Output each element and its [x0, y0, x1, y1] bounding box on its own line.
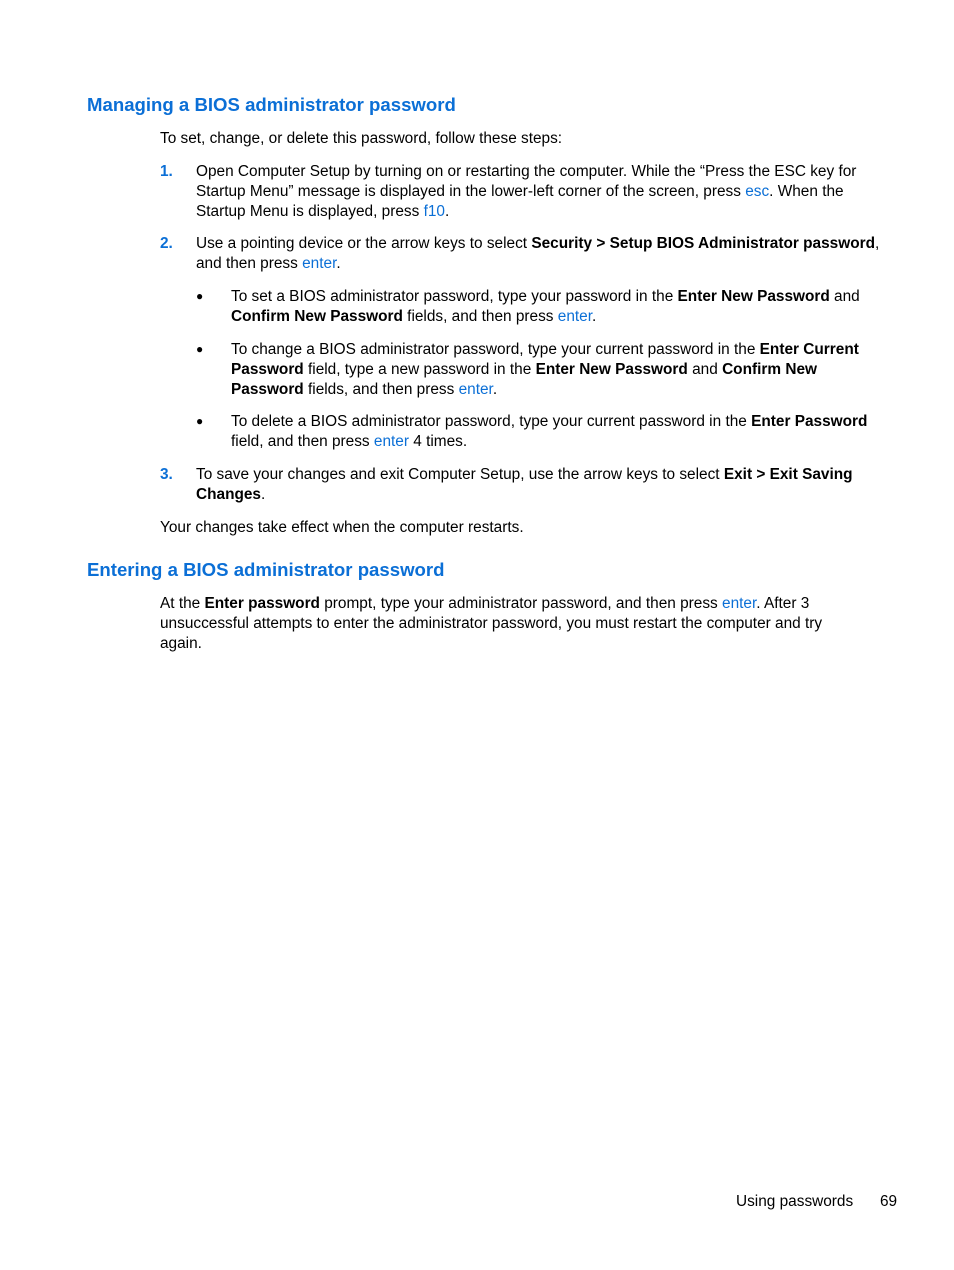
step-number: 3. — [160, 466, 173, 483]
bullet-text: To delete a BIOS administrator password, type your current password in the Enter Password field, and then press enter 4 times. — [231, 413, 868, 450]
key-f10: f10 — [423, 202, 445, 220]
closing-paragraph: Your changes take effect when the computer restarts. — [160, 519, 524, 536]
key-enter: enter — [458, 380, 493, 398]
bullet-icon: ● — [196, 342, 204, 356]
section-heading-managing: Managing a BIOS administrator password — [87, 94, 456, 115]
step-text: To save your changes and exit Computer Setup, use the arrow keys to select Exit > Exit Saving Changes. — [196, 466, 853, 503]
step-text: Use a pointing device or the arrow keys to select Security > Setup BIOS Administrator password, and then press enter. — [196, 235, 880, 272]
bullet-set-password — [196, 287, 886, 327]
key-enter: enter — [302, 254, 337, 272]
bullet-text: To set a BIOS administrator password, type your password in the Enter New Password and Confirm New Password fields, and then press enter. — [231, 288, 860, 325]
menu-path: Exit > Exit Saving Changes — [196, 466, 853, 503]
key-enter: enter — [722, 595, 757, 612]
step-number: 2. — [160, 235, 173, 252]
key-enter: enter — [373, 432, 409, 450]
bullet-text: To change a BIOS administrator password, type your current password in the Enter Current Password field, type a new password in the Enter New Password and Confirm New Password fields, and then press enter. — [231, 341, 859, 398]
footer-page-number: 69 — [880, 1193, 898, 1210]
bullet-icon: ● — [196, 414, 204, 428]
menu-path: Security > Setup BIOS Administrator password — [531, 235, 876, 252]
bullet-delete-password — [196, 412, 886, 452]
footer-section-title: Using passwords — [736, 1193, 854, 1210]
step-1 — [160, 162, 885, 221]
bullet-icon: ● — [196, 289, 204, 303]
bullet-change-password — [196, 340, 886, 399]
step-text: Open Computer Setup by turning on or restarting the computer. While the “Press the ESC key for Startup Menu” message is displayed in the lower-left corner of the screen, press esc. When the Startup Menu is displayed, press f10. — [196, 163, 857, 220]
step-3 — [160, 465, 885, 505]
step-2 — [160, 234, 885, 274]
step-number: 1. — [160, 163, 173, 180]
section-heading-entering: Entering a BIOS administrator password — [87, 559, 445, 580]
intro-paragraph: To set, change, or delete this password, follow these steps: — [160, 130, 563, 147]
key-enter: enter — [557, 307, 592, 325]
entering-paragraph: At the Enter password prompt, type your administrator password, and then press enter. After 3 unsuccessful attempts to enter the administrator password, you must restart the computer and try again. — [160, 595, 823, 652]
key-esc: esc — [745, 182, 770, 200]
